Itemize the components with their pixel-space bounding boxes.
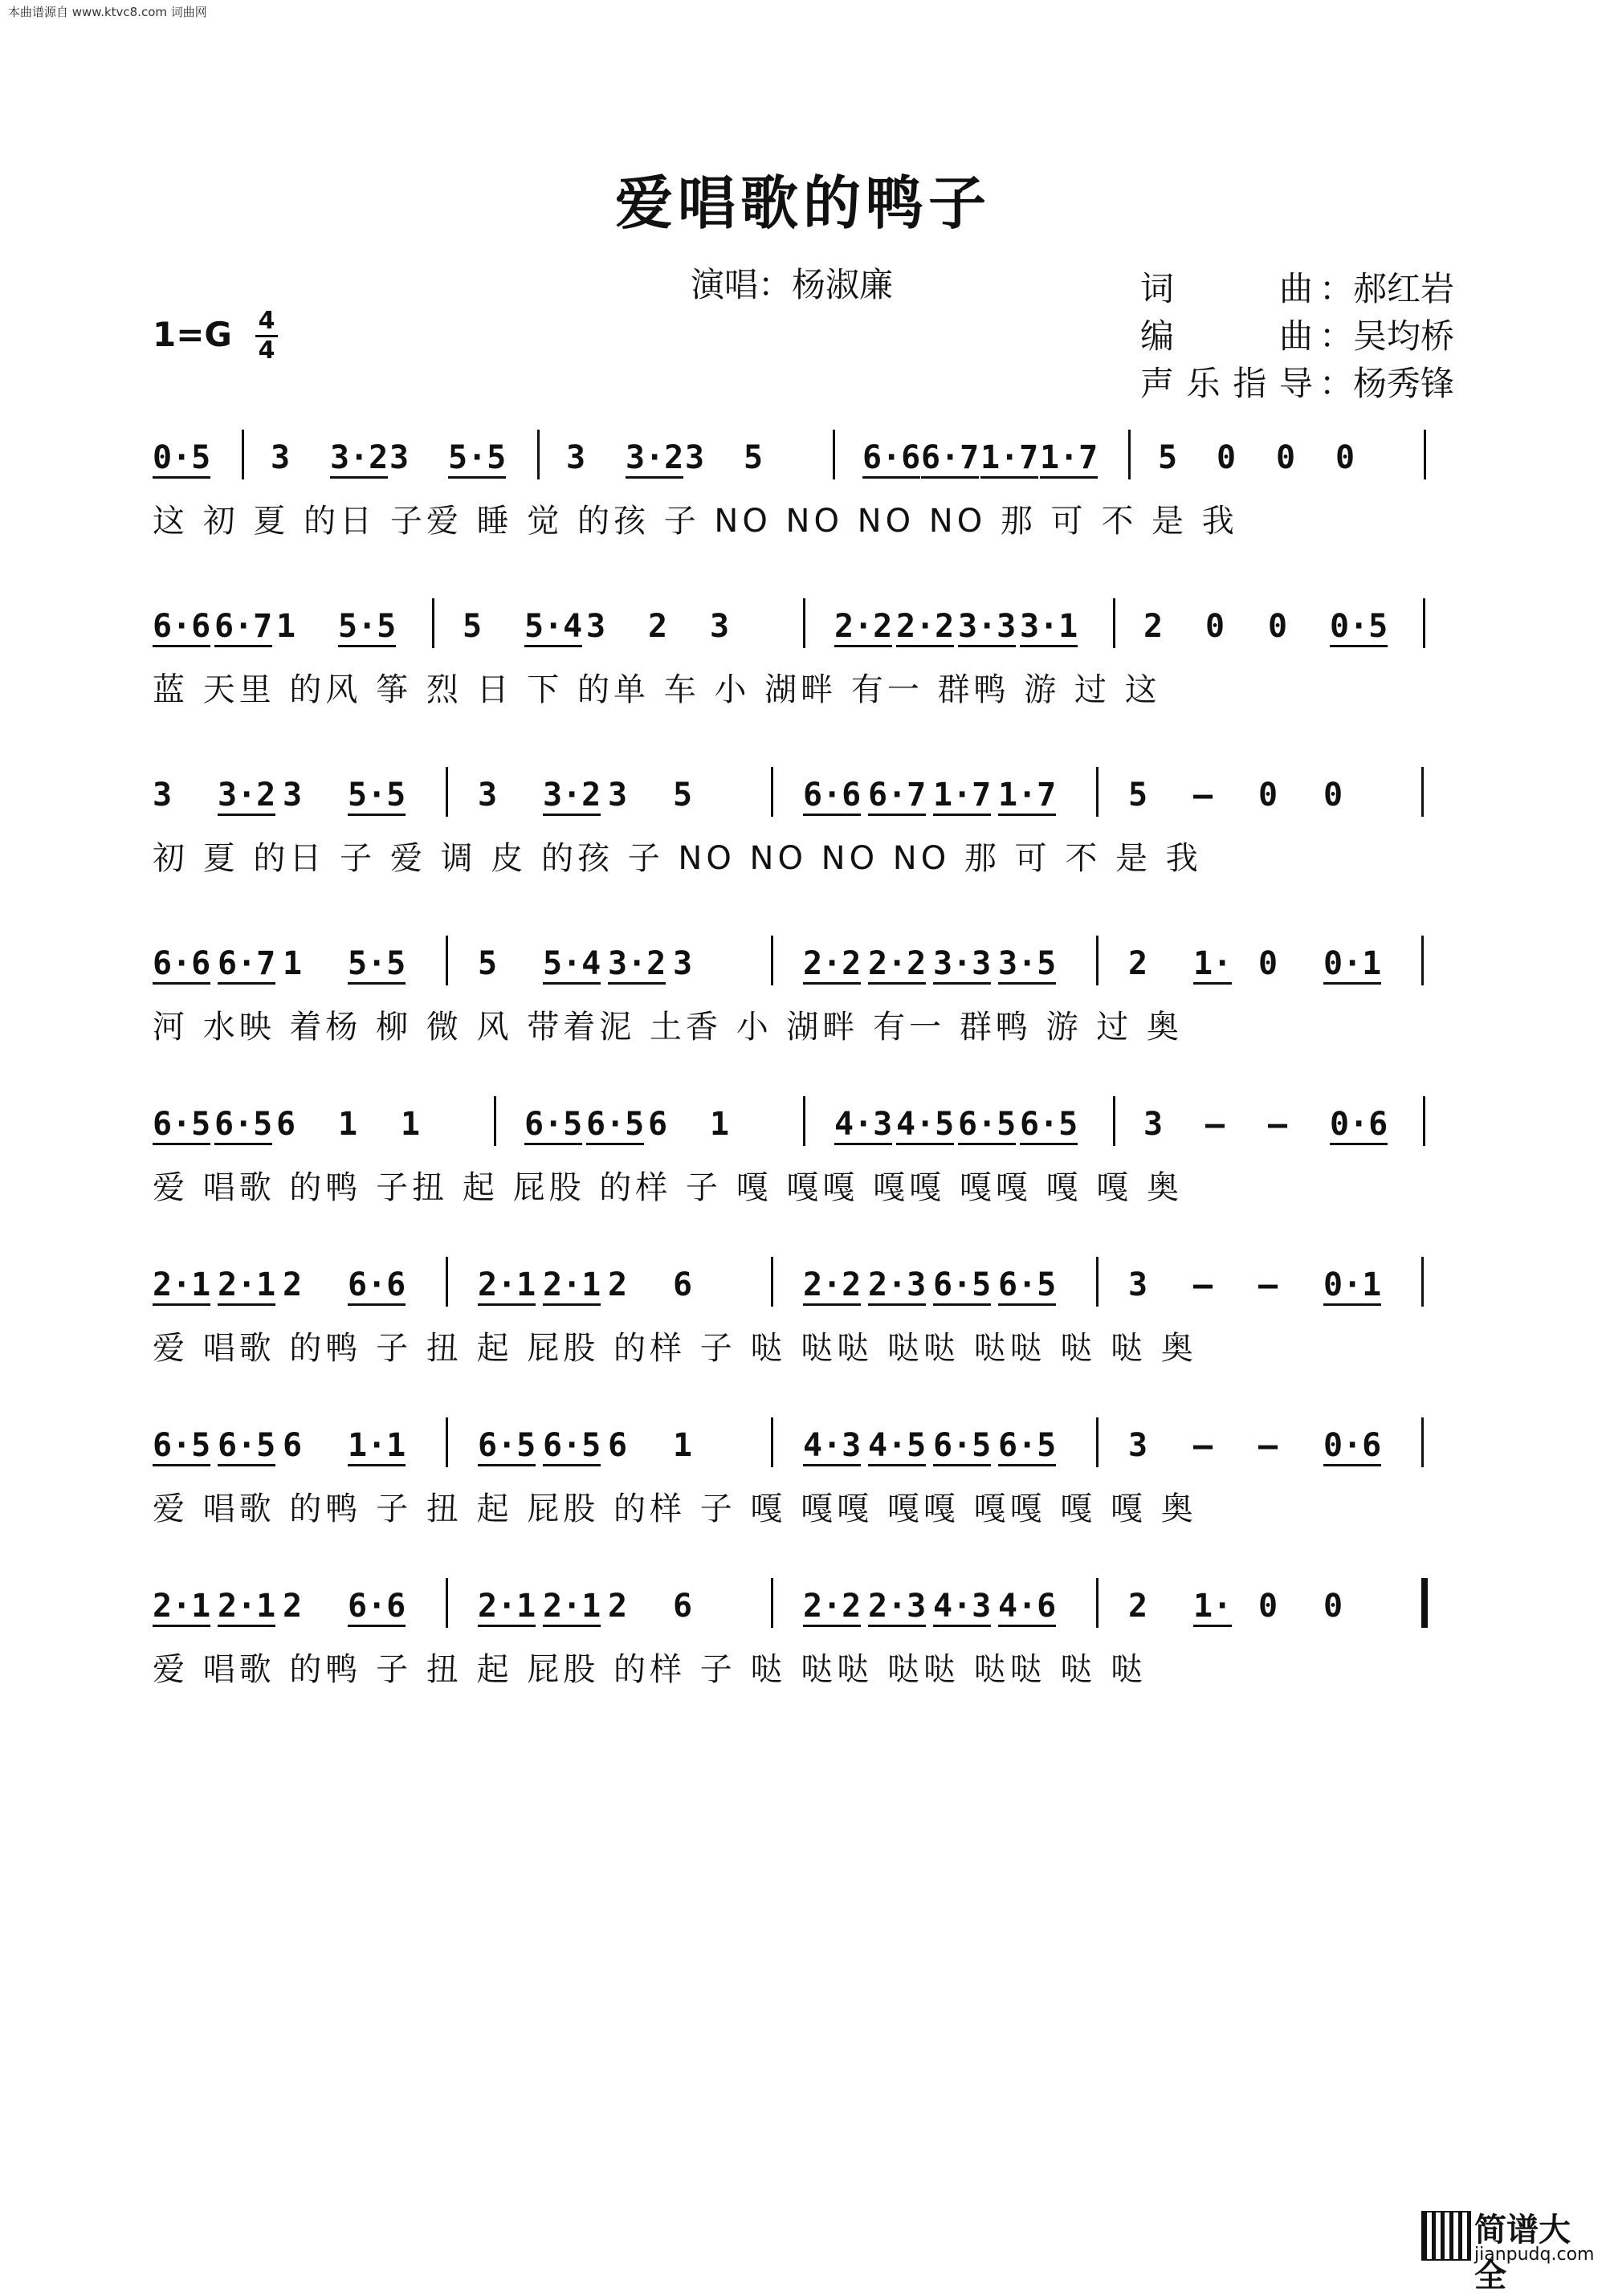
note-group: 2·3 xyxy=(868,1588,927,1625)
note-group: 3 xyxy=(1128,1266,1148,1303)
note-group: 2 xyxy=(1128,945,1148,982)
beam-underline xyxy=(543,1625,601,1627)
beam-underline xyxy=(586,1143,644,1145)
song-title: 爱唱歌的鸭子 xyxy=(614,169,991,237)
beam-underline xyxy=(933,1625,991,1627)
note-group: 0·6 xyxy=(1330,1106,1388,1143)
score-system xyxy=(0,598,1606,759)
barline xyxy=(1096,936,1099,985)
note-group: 3·2 xyxy=(626,439,684,476)
beam-underline xyxy=(896,1143,954,1145)
note-group: 0 xyxy=(1258,945,1278,982)
note-group: 2 xyxy=(1128,1588,1148,1625)
beam-underline xyxy=(803,1464,861,1466)
note-group: 6·6 xyxy=(348,1588,406,1625)
barline xyxy=(1096,1257,1099,1307)
note-group: 3 xyxy=(389,439,410,476)
note-group: 5·5 xyxy=(448,439,507,476)
barline xyxy=(446,1257,448,1307)
time-top: 4 xyxy=(258,307,275,335)
beam-underline xyxy=(153,1143,210,1145)
note-group: 6·5 xyxy=(586,1106,645,1143)
beam-underline xyxy=(153,645,210,647)
note-group: 2·1 xyxy=(543,1588,601,1625)
beam-underline xyxy=(543,814,601,816)
note-group: – xyxy=(1258,1427,1278,1464)
note-group: 4·5 xyxy=(896,1106,955,1143)
beam-underline xyxy=(330,476,388,479)
score-system xyxy=(0,1578,1606,1739)
note-group: 3·2 xyxy=(218,777,276,814)
beam-underline xyxy=(478,1464,536,1466)
beam-underline xyxy=(868,1303,926,1306)
note-group: 6 xyxy=(673,1588,693,1625)
barline xyxy=(537,430,540,479)
note-group: 0·1 xyxy=(1323,1266,1382,1303)
note-group: 6·6 xyxy=(348,1266,406,1303)
note-group: 1·7 xyxy=(980,439,1039,476)
beam-underline xyxy=(218,1464,275,1466)
note-group: 6 xyxy=(673,1266,693,1303)
final-barline xyxy=(1421,1578,1428,1628)
barline xyxy=(1421,1257,1424,1307)
beam-underline xyxy=(338,645,396,647)
beam-underline xyxy=(153,476,210,479)
barline xyxy=(771,1417,773,1467)
barline xyxy=(242,430,244,479)
time-bottom: 4 xyxy=(258,336,275,365)
beam-underline xyxy=(868,1464,926,1466)
note-group: 2·1 xyxy=(478,1266,536,1303)
time-signature xyxy=(255,308,278,364)
note-group: 6·5 xyxy=(214,1106,273,1143)
barline xyxy=(1424,430,1426,479)
barline xyxy=(1421,936,1424,985)
barline xyxy=(771,767,773,817)
barline xyxy=(771,1257,773,1307)
note-group: 4·5 xyxy=(868,1427,927,1464)
barline xyxy=(803,598,805,648)
note-group: 6·7 xyxy=(868,777,927,814)
note-group: 6·5 xyxy=(1020,1106,1078,1143)
note-group: 0·6 xyxy=(1323,1427,1382,1464)
note-group: 6·6 xyxy=(862,439,921,476)
note-group: 5 xyxy=(463,608,483,645)
beam-underline xyxy=(1020,645,1078,647)
beam-underline xyxy=(214,645,272,647)
note-group: 2·2 xyxy=(803,945,862,982)
logo-name: 简谱大全 xyxy=(1474,2212,1571,2294)
note-group: 1 xyxy=(283,945,303,982)
note-group: 6·5 xyxy=(543,1427,601,1464)
beam-underline xyxy=(1323,1303,1381,1306)
barline xyxy=(446,936,448,985)
note-group: 6 xyxy=(276,1106,296,1143)
note-group: 2·1 xyxy=(153,1588,211,1625)
beam-underline xyxy=(348,814,406,816)
beam-underline xyxy=(803,1625,861,1627)
beam-underline xyxy=(868,1625,926,1627)
beam-underline xyxy=(348,1625,406,1627)
beam-underline xyxy=(348,1303,406,1306)
score-system xyxy=(0,767,1606,928)
note-group: 4·3 xyxy=(803,1427,862,1464)
note-group: 3 xyxy=(271,439,291,476)
beam-underline xyxy=(933,1464,991,1466)
beam-underline xyxy=(218,982,275,985)
note-group: 0 xyxy=(1258,777,1278,814)
beam-underline xyxy=(153,1303,210,1306)
site-logo xyxy=(1421,2204,1602,2294)
barline xyxy=(432,598,434,648)
beam-underline xyxy=(543,982,601,985)
note-group: 4·3 xyxy=(933,1588,992,1625)
lyric-line: 爱 唱歌 的鸭 子 扭 起 屁股 的样 子 哒 哒哒 哒哒 哒哒 哒 哒 xyxy=(153,1651,1147,1688)
beam-underline xyxy=(933,982,991,985)
note-group: 1·7 xyxy=(998,777,1057,814)
note-group: 6·6 xyxy=(803,777,862,814)
note-group: 0 xyxy=(1276,439,1296,476)
note-group: 2·1 xyxy=(218,1266,276,1303)
note-group: 6·5 xyxy=(933,1266,992,1303)
piano-keys-icon xyxy=(1421,2211,1471,2261)
beam-underline xyxy=(980,476,1038,479)
barline xyxy=(1423,1096,1425,1146)
beam-underline xyxy=(218,1625,275,1627)
note-group: 2·2 xyxy=(803,1588,862,1625)
note-group: 0·5 xyxy=(153,439,211,476)
barline xyxy=(771,1578,773,1628)
beam-underline xyxy=(958,1143,1016,1145)
beam-underline xyxy=(1040,476,1098,479)
note-group: 3 xyxy=(283,777,303,814)
note-group: 1·7 xyxy=(1040,439,1099,476)
beam-underline xyxy=(524,1143,582,1145)
note-group: 1·1 xyxy=(348,1427,406,1464)
note-group: 6·7 xyxy=(214,608,273,645)
beam-underline xyxy=(803,1303,861,1306)
note-group: 6·5 xyxy=(958,1106,1017,1143)
beam-underline xyxy=(214,1143,272,1145)
note-group: 3·1 xyxy=(1020,608,1078,645)
note-group: 5 xyxy=(478,945,498,982)
note-group: 1· xyxy=(1193,945,1233,982)
note-group: 2·2 xyxy=(868,945,927,982)
note-group: 3 xyxy=(710,608,730,645)
barline xyxy=(1096,1578,1099,1628)
note-group: 2·1 xyxy=(153,1266,211,1303)
note-group: – xyxy=(1268,1106,1288,1143)
note-group: 6·6 xyxy=(153,608,211,645)
beam-underline xyxy=(834,1143,892,1145)
beam-underline xyxy=(921,476,979,479)
barline xyxy=(1096,767,1099,817)
note-group: 3·2 xyxy=(608,945,666,982)
lyric-line: 初 夏 的日 子 爱 调 皮 的孩 子 NO NO NO NO 那 可 不 是 我 xyxy=(153,840,1202,877)
note-group: 6 xyxy=(283,1427,303,1464)
beam-underline xyxy=(998,814,1056,816)
beam-underline xyxy=(1020,1143,1078,1145)
note-group: 6·5 xyxy=(153,1106,211,1143)
note-group: 3 xyxy=(566,439,586,476)
note-group: – xyxy=(1193,777,1213,814)
beam-underline xyxy=(153,1625,210,1627)
note-group: 3 xyxy=(673,945,693,982)
note-group: 3·5 xyxy=(998,945,1057,982)
credit-lyrics-music: 词曲 ：郝红岩 xyxy=(1140,269,1455,308)
score-system xyxy=(0,1096,1606,1257)
beam-underline xyxy=(218,814,275,816)
note-group: 5 xyxy=(673,777,693,814)
note-group: 0 xyxy=(1258,1588,1278,1625)
barline xyxy=(446,1417,448,1467)
note-group: 6·5 xyxy=(524,1106,583,1143)
credit-arranger: 编曲 ：吴均桥 xyxy=(1140,316,1455,356)
note-group: 2·1 xyxy=(543,1266,601,1303)
note-group: 2·1 xyxy=(218,1588,276,1625)
note-group: 2·2 xyxy=(834,608,893,645)
note-group: 2 xyxy=(283,1588,303,1625)
note-group: 3·2 xyxy=(543,777,601,814)
note-group: 5·5 xyxy=(338,608,397,645)
note-group: 0 xyxy=(1323,777,1343,814)
beam-underline xyxy=(998,1625,1056,1627)
beam-underline xyxy=(348,982,406,985)
note-group: 5 xyxy=(744,439,764,476)
note-group: 3 xyxy=(586,608,606,645)
barline xyxy=(803,1096,805,1146)
note-group: 3·3 xyxy=(958,608,1017,645)
score-system xyxy=(0,1417,1606,1578)
note-group: 3 xyxy=(478,777,498,814)
note-group: 6·5 xyxy=(153,1427,211,1464)
note-group: 5·5 xyxy=(348,945,406,982)
lyric-line: 蓝 天里 的风 筝 烈 日 下 的单 车 小 湖畔 有一 群鸭 游 过 这 xyxy=(153,671,1161,708)
lyric-line: 河 水映 着杨 柳 微 风 带着泥 土香 小 湖畔 有一 群鸭 游 过 奥 xyxy=(153,1009,1184,1046)
barline xyxy=(494,1096,496,1146)
beam-underline xyxy=(543,1464,601,1466)
beam-underline xyxy=(896,645,954,647)
note-group: 1 xyxy=(710,1106,730,1143)
beam-underline xyxy=(1330,1143,1388,1145)
note-group: 6 xyxy=(648,1106,668,1143)
beam-underline xyxy=(543,1303,601,1306)
barline xyxy=(446,767,448,817)
note-group: 1 xyxy=(401,1106,421,1143)
beam-underline xyxy=(958,645,1016,647)
beam-underline xyxy=(1323,982,1381,985)
score-system xyxy=(0,430,1606,590)
note-group: 6·5 xyxy=(998,1427,1057,1464)
beam-underline xyxy=(478,1625,536,1627)
beam-underline xyxy=(1330,645,1388,647)
barline xyxy=(771,936,773,985)
note-group: 5·5 xyxy=(348,777,406,814)
note-group: 6·7 xyxy=(218,945,276,982)
note-group: 6·6 xyxy=(153,945,211,982)
note-group: 3 xyxy=(608,777,628,814)
note-group: 2·2 xyxy=(896,608,955,645)
note-group: – xyxy=(1193,1427,1213,1464)
note-group: 6·5 xyxy=(218,1427,276,1464)
note-group: 6·5 xyxy=(478,1427,536,1464)
note-group: 6·7 xyxy=(921,439,980,476)
singer-credit: 演唱：杨淑廉 xyxy=(691,265,894,304)
note-group: 2·1 xyxy=(478,1588,536,1625)
note-group: 0·1 xyxy=(1323,945,1382,982)
note-group: 0·5 xyxy=(1330,608,1388,645)
beam-underline xyxy=(1193,1625,1232,1627)
lyric-line: 爱 唱歌 的鸭 子 扭 起 屁股 的样 子 嘎 嘎嘎 嘎嘎 嘎嘎 嘎 嘎 奥 xyxy=(153,1491,1197,1527)
note-group: 1 xyxy=(276,608,296,645)
beam-underline xyxy=(448,476,506,479)
note-group: 2 xyxy=(283,1266,303,1303)
beam-underline xyxy=(862,476,920,479)
beam-underline xyxy=(218,1303,275,1306)
note-group: 4·3 xyxy=(834,1106,893,1143)
note-group: 5·4 xyxy=(524,608,583,645)
note-group: 1 xyxy=(673,1427,693,1464)
beam-underline xyxy=(998,982,1056,985)
note-group: 0 xyxy=(1335,439,1355,476)
note-group: 3·2 xyxy=(330,439,389,476)
note-group: 0 xyxy=(1323,1588,1343,1625)
note-group: 3 xyxy=(1128,1427,1148,1464)
beam-underline xyxy=(868,814,926,816)
note-group: 0 xyxy=(1205,608,1225,645)
note-group: 3 xyxy=(1143,1106,1164,1143)
beam-underline xyxy=(803,982,861,985)
note-group: 0 xyxy=(1217,439,1237,476)
note-group: 3·3 xyxy=(933,945,992,982)
beam-underline xyxy=(608,982,666,985)
barline xyxy=(1113,598,1115,648)
beam-underline xyxy=(524,645,582,647)
note-group: 6·5 xyxy=(998,1266,1057,1303)
barline xyxy=(1113,1096,1115,1146)
key-signature: 1=G xyxy=(153,315,232,354)
lyric-line: 爱 唱歌 的鸭 子 扭 起 屁股 的样 子 哒 哒哒 哒哒 哒哒 哒 哒 奥 xyxy=(153,1330,1197,1367)
barline xyxy=(1423,598,1425,648)
note-group: 1·7 xyxy=(933,777,992,814)
note-group: – xyxy=(1258,1266,1278,1303)
credits-block xyxy=(1140,265,1454,407)
beam-underline xyxy=(626,476,683,479)
note-group: 2·3 xyxy=(868,1266,927,1303)
beam-underline xyxy=(868,982,926,985)
beam-underline xyxy=(933,1303,991,1306)
beam-underline xyxy=(933,814,991,816)
note-group: 5 xyxy=(1128,777,1148,814)
note-group: 2 xyxy=(608,1266,628,1303)
beam-underline xyxy=(998,1303,1056,1306)
note-group: 5 xyxy=(1158,439,1178,476)
note-group: 2 xyxy=(608,1588,628,1625)
credit-vocal-coach: 声乐指导 ：杨秀锋 xyxy=(1140,364,1455,403)
beam-underline xyxy=(998,1464,1056,1466)
beam-underline xyxy=(153,982,210,985)
note-group: 4·6 xyxy=(998,1588,1057,1625)
barline xyxy=(1421,767,1424,817)
score-system xyxy=(0,1257,1606,1417)
beam-underline xyxy=(478,1303,536,1306)
logo-url: jianpudq.com xyxy=(1474,2245,1595,2265)
lyric-line: 这 初 夏 的日 子爱 睡 觉 的孩 子 NO NO NO NO 那 可 不 是 我 xyxy=(153,503,1238,540)
beam-underline xyxy=(803,814,861,816)
barline xyxy=(446,1578,448,1628)
note-group: 1· xyxy=(1193,1588,1233,1625)
barline xyxy=(1096,1417,1099,1467)
beam-underline xyxy=(1323,1464,1381,1466)
beam-underline xyxy=(1193,982,1232,985)
note-group: 6·5 xyxy=(933,1427,992,1464)
note-group: 2·2 xyxy=(803,1266,862,1303)
note-group: 2 xyxy=(1143,608,1164,645)
note-group: 0 xyxy=(1268,608,1288,645)
barline xyxy=(1421,1417,1424,1467)
barline xyxy=(1128,430,1131,479)
score-system xyxy=(0,936,1606,1096)
note-group: – xyxy=(1193,1266,1213,1303)
note-group: 6 xyxy=(608,1427,628,1464)
lyric-line: 爱 唱歌 的鸭 子扭 起 屁股 的样 子 嘎 嘎嘎 嘎嘎 嘎嘎 嘎 嘎 奥 xyxy=(153,1169,1184,1206)
note-group: 5·4 xyxy=(543,945,601,982)
beam-underline xyxy=(834,645,892,647)
source-note: 本曲谱源自 www.ktvc8.com 词曲网 xyxy=(8,5,207,19)
note-group: 2 xyxy=(648,608,668,645)
beam-underline xyxy=(348,1464,406,1466)
note-group: 1 xyxy=(338,1106,358,1143)
note-group: 3 xyxy=(153,777,173,814)
note-group: 3 xyxy=(685,439,705,476)
beam-underline xyxy=(153,1464,210,1466)
barline xyxy=(833,430,835,479)
note-group: – xyxy=(1205,1106,1225,1143)
